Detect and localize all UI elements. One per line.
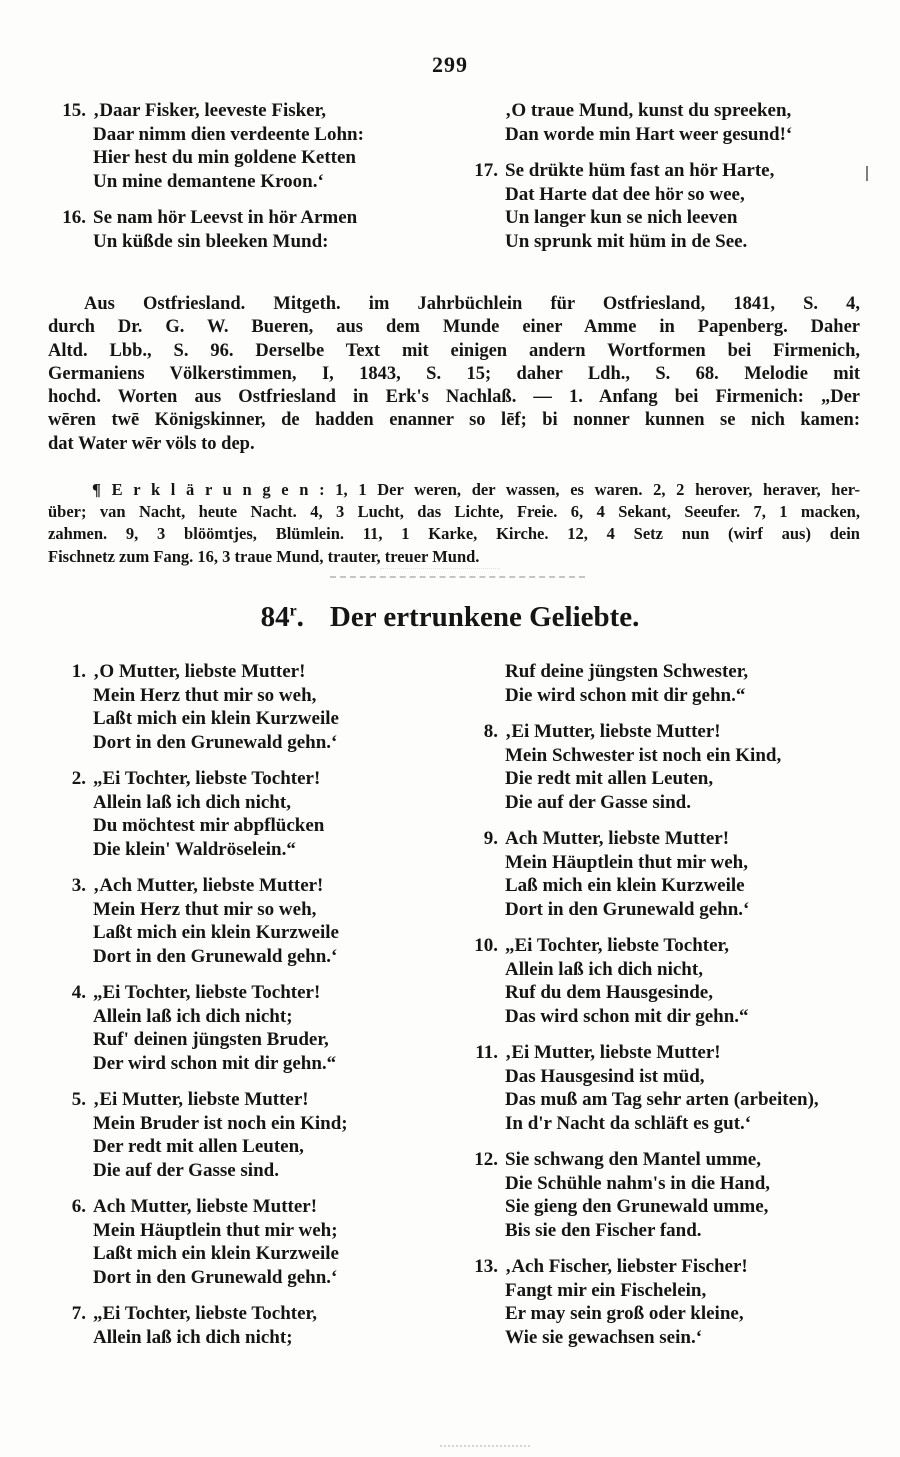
verse-lines: [93, 1195, 454, 1289]
verse-line: Mein Häuptlein thut mir weh,: [505, 851, 748, 873]
verse-number: 10.: [474, 935, 498, 956]
verse-line: Er may sein groß oder kleine,: [505, 1303, 744, 1324]
verse-line: Das Hausgesind ist müd,: [505, 1065, 705, 1087]
verse-line: Sie schwang den Mantel umme,: [505, 1149, 761, 1170]
verse-line: Mein Herz thut mir so weh,: [93, 898, 317, 920]
verse-lines: [93, 660, 454, 754]
verse-lines: [93, 981, 454, 1075]
verse: [48, 1302, 454, 1349]
separator-artifact: [330, 576, 585, 578]
verse: [48, 660, 454, 754]
verse-lines: [505, 1041, 860, 1135]
verse-line: Die auf der Gasse sind.: [505, 791, 691, 813]
page-number: 299: [432, 52, 468, 77]
verse-line: Dort in den Grunewald gehn.‘: [93, 945, 338, 967]
verse: [460, 1255, 860, 1349]
verse-lines: [505, 720, 860, 814]
verse-line: „Ei Tochter, liebste Tochter!: [93, 768, 321, 789]
verse-line: Die wird schon mit dir gehn.“: [505, 684, 746, 706]
song-number-superscript: r: [289, 602, 297, 620]
verse: [48, 206, 454, 253]
verse-column-right: [460, 99, 860, 266]
verse-line: ‚O traue Mund, kunst du spreeken,: [505, 100, 792, 121]
verse-line: Die Schühle nahm's in die Hand,: [505, 1172, 771, 1194]
verse-line: Ruf' deinen jüngsten Bruder,: [93, 1029, 329, 1050]
verse-line: Wie sie gewachsen sein.‘: [505, 1326, 703, 1348]
verse-line: Dort in den Grunewald gehn.‘: [93, 1266, 338, 1288]
text-line: durch Dr. G. W. Bueren, aus dem Munde einer Amme in Papenberg. Daher: [48, 317, 860, 338]
text-line: ¶ E r k l ä r u n g e n : 1, 1 Der weren, der wassen, es waren. 2, 2 herover, heraver, her-: [92, 480, 860, 499]
verse-line: Allein laß ich dich nicht,: [93, 791, 291, 813]
text-line: wēren twē Königskinner, de hadden enanner so lēf; bi nonner kunnen se nich kamen:: [48, 410, 860, 431]
verse: [48, 99, 454, 193]
verse-line: Dan worde min Hart weer gesund!‘: [505, 123, 793, 145]
verse-line: Un mine demantene Kroon.‘: [93, 170, 324, 192]
scan-artifact-dots: [440, 1445, 530, 1447]
verse-number: 1.: [71, 661, 86, 682]
text-line: Germaniens Völkerstimmen, I, 1843, S. 15; daher Ldh., S. 68. Melodie mit: [48, 363, 860, 384]
song-number: 84: [260, 601, 290, 633]
verse: [460, 720, 860, 814]
verse-line: Laßt mich ein klein Kurzweile: [93, 1243, 339, 1264]
verse-number: 16.: [62, 207, 86, 228]
verse-number: 15.: [62, 100, 86, 121]
scan-artifact-tick: [866, 166, 868, 181]
verse-line: Mein Schwester ist noch ein Kind,: [505, 744, 782, 766]
verse-line: Mein Häuptlein thut mir weh;: [93, 1219, 338, 1241]
source-note: [48, 293, 860, 456]
verse-line: Ruf deine jüngsten Schwester,: [505, 661, 749, 682]
verse-lines: [93, 1302, 454, 1349]
verse-line: Mein Bruder ist noch ein Kind;: [93, 1112, 348, 1134]
verse-line: Se drükte hüm fast an hör Harte,: [505, 160, 775, 181]
text-line: zahmen. 9, 3 blöömtjes, Blümlein. 11, 1 Karke, Kirche. 12, 4 Setz nun (wirf aus) dein: [48, 524, 860, 544]
verse-line: ‚Ach Mutter, liebste Mutter!: [93, 875, 324, 896]
verse-line: Daar nimm dien verdeente Lohn:: [93, 123, 364, 145]
song-heading: [0, 601, 900, 634]
erklaerungen-note: [48, 479, 860, 568]
song-verses: [48, 660, 860, 1362]
verse: [460, 1148, 860, 1242]
verse-number: 13.: [474, 1256, 498, 1277]
verse-column-left: [48, 99, 454, 266]
text-line: dat Water wēr völs to dep.: [48, 433, 255, 454]
verse-line: Laß mich ein klein Kurzweile: [505, 875, 745, 896]
verse-line: Die redt mit allen Leuten,: [505, 768, 714, 789]
song-number-period: .: [296, 601, 304, 633]
verse-line: ‚Ei Mutter, liebste Mutter!: [505, 1042, 721, 1063]
text-line: hochd. Worten aus Ostfriesland in Erk's Nachlaß. — 1. Anfang bei Firmenich: „Der: [48, 387, 860, 408]
verse-line: Der wird schon mit dir gehn.“: [93, 1052, 337, 1074]
verse-lines: [93, 874, 454, 968]
verse-number: 3.: [71, 875, 86, 896]
text-line: Aus Ostfriesland. Mitgeth. im Jahrbüchlein für Ostfriesland, 1841, S. 4,: [84, 294, 860, 314]
verse-line: Mein Herz thut mir so weh,: [93, 684, 317, 706]
separator-artifact: [380, 568, 500, 569]
verse-line: ‚Daar Fisker, leeveste Fisker,: [93, 100, 327, 121]
verse-number: 8.: [483, 721, 498, 742]
text-line: über; van Nacht, heute Nacht. 4, 3 Lucht, das Lichte, Freie. 6, 4 Sekant, Seeufer. 7, 1 macken,: [48, 502, 860, 522]
verse-lines: [505, 1255, 860, 1349]
verse: [48, 981, 454, 1075]
verse-line: In d'r Nacht da schläft es gut.‘: [505, 1112, 752, 1134]
verse-line: Ach Mutter, liebste Mutter!: [505, 828, 730, 849]
verse-number: 5.: [71, 1089, 86, 1110]
verse-line: ‚Ach Fischer, liebster Fischer!: [505, 1256, 748, 1277]
verse-number: 11.: [475, 1042, 498, 1063]
verse-lines: [93, 206, 454, 253]
verse-number: [460, 660, 505, 707]
verse-line: „Ei Tochter, liebste Tochter,: [505, 935, 729, 956]
verse-line: Die auf der Gasse sind.: [93, 1159, 279, 1181]
verse: [460, 660, 860, 707]
verse-lines: [93, 99, 454, 193]
verse: [460, 99, 860, 146]
verse-line: Un sprunk mit hüm in de See.: [505, 230, 748, 252]
verse-number: 7.: [71, 1303, 86, 1324]
verse-line: ‚Ei Mutter, liebste Mutter!: [505, 721, 721, 742]
verse: [48, 1195, 454, 1289]
song-title: Der ertrunkene Geliebte.: [329, 601, 640, 633]
verse-lines: [505, 1148, 860, 1242]
verse-lines: [505, 934, 860, 1028]
verse-line: Se nam hör Leevst in hör Armen: [93, 207, 358, 228]
verse-line: Dat Harte dat dee hör so wee,: [505, 183, 745, 205]
verse-line: Bis sie den Fischer fand.: [505, 1219, 702, 1241]
verse-line: Laßt mich ein klein Kurzweile: [93, 922, 339, 943]
verse-lines: [505, 827, 860, 921]
verse-lines: [505, 660, 860, 707]
verse-line: Hier hest du min goldene Ketten: [93, 147, 357, 168]
verse-line: Un küßde sin bleeken Mund:: [93, 230, 329, 252]
verse-lines: [505, 159, 860, 253]
verse-line: „Ei Tochter, liebste Tochter!: [93, 982, 321, 1003]
verse: [460, 1041, 860, 1135]
verse: [48, 1088, 454, 1182]
verse-line: Dort in den Grunewald gehn.‘: [93, 731, 338, 753]
verse-line: Fangt mir ein Fischelein,: [505, 1279, 707, 1301]
text-line: Altd. Lbb., S. 96. Derselbe Text mit einigen andern Wortformen bei Firmenich,: [48, 340, 860, 361]
verse-column-right: [460, 660, 860, 1362]
verse-lines: [93, 1088, 454, 1182]
verse-line: ‚Ei Mutter, liebste Mutter!: [93, 1089, 309, 1110]
verse-number: 9.: [483, 828, 498, 849]
verse: [48, 874, 454, 968]
verse-line: Das wird schon mit dir gehn.“: [505, 1005, 749, 1027]
verse: [460, 159, 860, 253]
verse-line: Du möchtest mir abpflücken: [93, 815, 325, 836]
verse-lines: [93, 767, 454, 861]
verse-lines: [505, 99, 860, 146]
previous-song-final-verses: [48, 99, 860, 266]
verse-number: 12.: [474, 1149, 498, 1170]
verse-line: „Ei Tochter, liebste Tochter,: [93, 1303, 317, 1324]
verse-number: [460, 99, 505, 146]
verse-line: Un langer kun se nich leeven: [505, 207, 738, 228]
verse: [48, 767, 454, 861]
verse: [460, 827, 860, 921]
verse-number: 6.: [71, 1196, 86, 1217]
verse-column-left: [48, 660, 454, 1362]
verse-line: Ruf du dem Hausgesinde,: [505, 982, 713, 1003]
verse-line: Sie gieng den Grunewald umme,: [505, 1196, 769, 1217]
verse-number: 2.: [71, 768, 86, 789]
verse-line: ‚O Mutter, liebste Mutter!: [93, 661, 306, 682]
verse-line: Der redt mit allen Leuten,: [93, 1136, 304, 1157]
verse-line: Allein laß ich dich nicht,: [505, 958, 703, 980]
verse-line: Das muß am Tag sehr arten (arbeiten),: [505, 1089, 819, 1110]
verse-number: 17.: [474, 160, 498, 181]
verse-line: Allein laß ich dich nicht;: [93, 1326, 293, 1348]
text-line: Fischnetz zum Fang. 16, 3 traue Mund, trauter, treuer Mund.: [48, 546, 480, 566]
verse-line: Ach Mutter, liebste Mutter!: [93, 1196, 318, 1217]
verse-line: Laßt mich ein klein Kurzweile: [93, 708, 339, 729]
verse-number: 4.: [71, 982, 86, 1003]
verse: [460, 934, 860, 1028]
verse-line: Dort in den Grunewald gehn.‘: [505, 898, 750, 920]
verse-line: Die klein' Waldröselein.“: [93, 838, 296, 860]
verse-line: Allein laß ich dich nicht;: [93, 1005, 293, 1027]
